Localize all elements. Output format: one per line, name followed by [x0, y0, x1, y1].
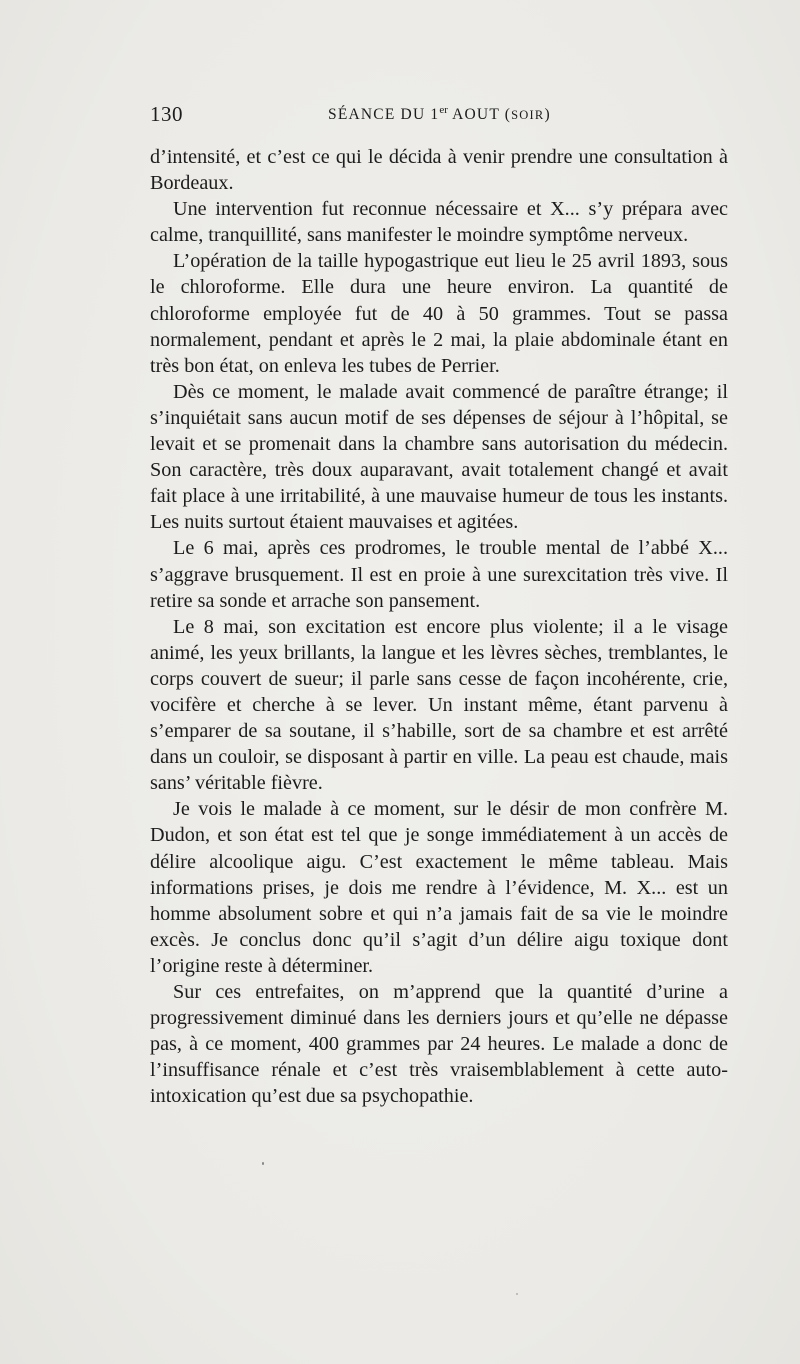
running-head	[328, 104, 551, 124]
paper-speck	[516, 1293, 518, 1295]
paragraph-3: L’opération de la taille hypogastrique eut lieu le 25 avril 1893, sous le chloroforme. Elle dura une heure environ. La quantité de chloroforme employée fut de 40 à 50 grammes. Tout se passa normalement, pendant et après le 2 mai, la plaie abdominale étant en très bon état, on enleva les tubes de Perrier.	[150, 250, 728, 377]
running-head-post: )	[544, 106, 551, 123]
paragraph-4: Dès ce moment, le malade avait commencé de paraître étrange; il s’inquiétait sans aucun motif de ses dépenses de séjour à l’hôpital, se levait et se promenait dans la chambre sans autorisation du médecin. Son caractère, très doux auparavant, avait totalement changé et avait fait place à une irritabilité, à une mauvaise humeur de tous les instants. Les nuits surtout étaient mauvaises et agitées.	[150, 380, 728, 534]
running-head-mid: AOUT (	[447, 106, 512, 123]
paragraph-6: Le 8 mai, son excitation est encore plus violente; il a le visage animé, les yeux brillants, la langue et les lèvres sèches, tremblantes, le corps couvert de sueur; il parle sans cesse de façon incohérente, crie, vocifère et cherche à se lever. Un instant même, étant parvenu à s’emparer de sa soutane, il s’habille, sort de sa chambre et est arrêté dans un couloir, se disposant à partir en ville. La peau est chaude, mais sans’ véritable fièvre.	[150, 615, 728, 795]
paragraph-8: Sur ces entrefaites, on m’apprend que la quantité d’urine a progressivement diminué dans les derniers jours et qu’elle ne dépasse pas, à ce moment, 400 grammes par 24 heures. Le malade a donc de l’insuffisance rénale et c’est très vraisemblablement à cette auto-intoxication qu’est due sa psychopathie.	[150, 981, 728, 1108]
running-head-superscript: er	[439, 104, 448, 116]
paper-speck	[262, 1162, 264, 1165]
body-text	[150, 144, 728, 1109]
paragraph-2: Une intervention fut reconnue nécessaire et X... s’y prépara avec calme, tranquillité, sans manifester le moindre symptôme nerveux.	[150, 198, 728, 247]
running-head-pre: SÉANCE DU 1	[328, 106, 440, 123]
running-head-small: SOIR	[511, 108, 545, 122]
page-header	[150, 100, 728, 130]
paragraph-7: Je vois le malade à ce moment, sur le désir de mon confrère M. Dudon, et son état est tel que je songe immédiatement à un accès de délire alcoolique aigu. C’est exactement le même tableau. Mais informations prises, je dois me rendre à l’évidence, M. X... est un homme absolument sobre et qui n’a jamais fait de sa vie le moindre excès. Je conclus donc qu’il s’agit d’un délire aigu toxique dont l’origine reste à déterminer.	[150, 798, 728, 977]
page-number: 130	[150, 102, 183, 126]
paragraph-1: d’intensité, et c’est ce qui le décida à venir prendre une consultation à Bordeaux.	[150, 146, 728, 195]
paragraph-5: Le 6 mai, après ces prodromes, le trouble mental de l’abbé X... s’aggrave brusquement. Il est en proie à une surexcitation très vive. Il retire sa sonde et arrache son pansement.	[150, 537, 728, 612]
